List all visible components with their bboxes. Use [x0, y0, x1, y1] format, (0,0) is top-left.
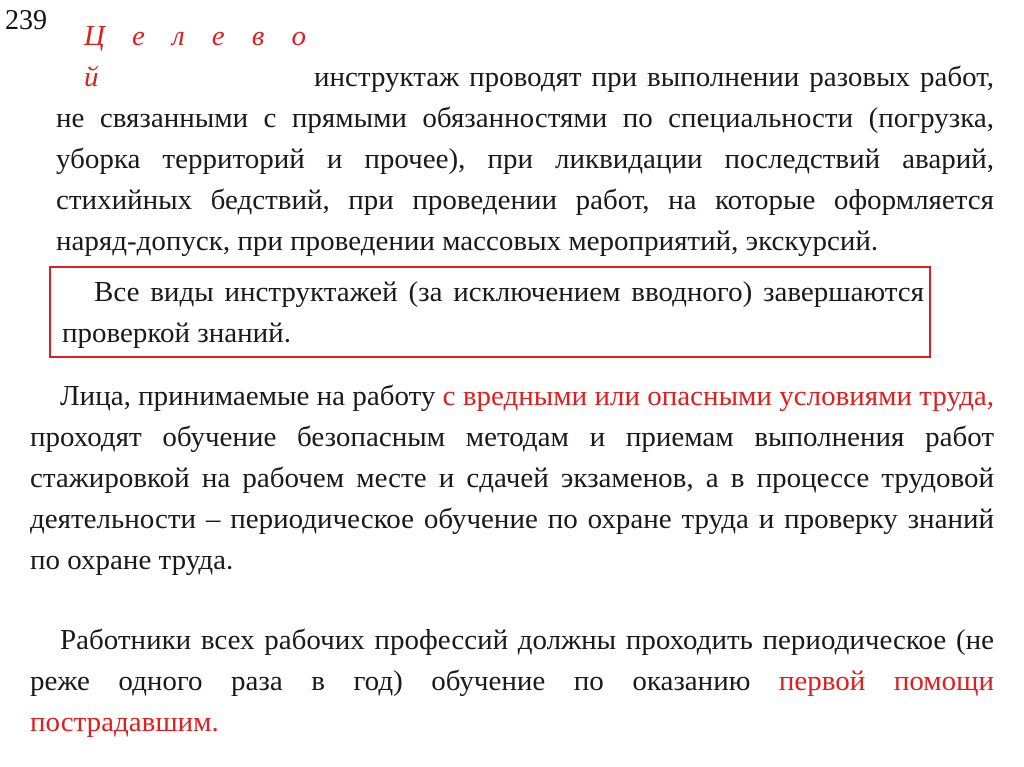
- slide-number: 239: [5, 5, 47, 36]
- hazardous-paragraph-start: Лица, принимаемые на работу: [60, 380, 436, 412]
- hazardous-conditions-highlight: с вредными или опасными условиями труда,: [442, 380, 995, 412]
- knowledge-check-notice-text: Все виды инструктажей (за исключением вводного) завершаются проверкой знаний.: [62, 276, 924, 349]
- first-aid-paragraph-start: Работники всех рабочих профессий должны проходить периодическое (не реже одного раза в год) обучение по оказанию: [30, 624, 994, 697]
- hazardous-conditions-paragraph: [30, 376, 994, 581]
- first-aid-training-paragraph: [30, 620, 994, 743]
- targeted-briefing-term: Ц е л е в о й: [84, 20, 314, 93]
- hazardous-paragraph-end: проходят обучение безопасным методам и приемам выполнения работ стажировкой на рабочем месте и сдачей экзаменов, а в процессе трудовой деятельности – периодическое обучение по охране труда и проверку знаний по охране труда.: [30, 421, 994, 576]
- targeted-briefing-text: инструктаж проводят при выполнении разовых работ, не связанными с прямыми обязанностями по специальности (погрузка, уборка территорий и прочее), при ликвидации последствий аварий, стихийных бедствий, при проведении работ, на которые оформляется наряд-допуск, при проведении массовых мероприятий, экскурсий.: [56, 61, 994, 257]
- first-aid-highlight: первой помощи пострадавшим.: [30, 665, 994, 738]
- targeted-briefing-paragraph: [56, 16, 994, 262]
